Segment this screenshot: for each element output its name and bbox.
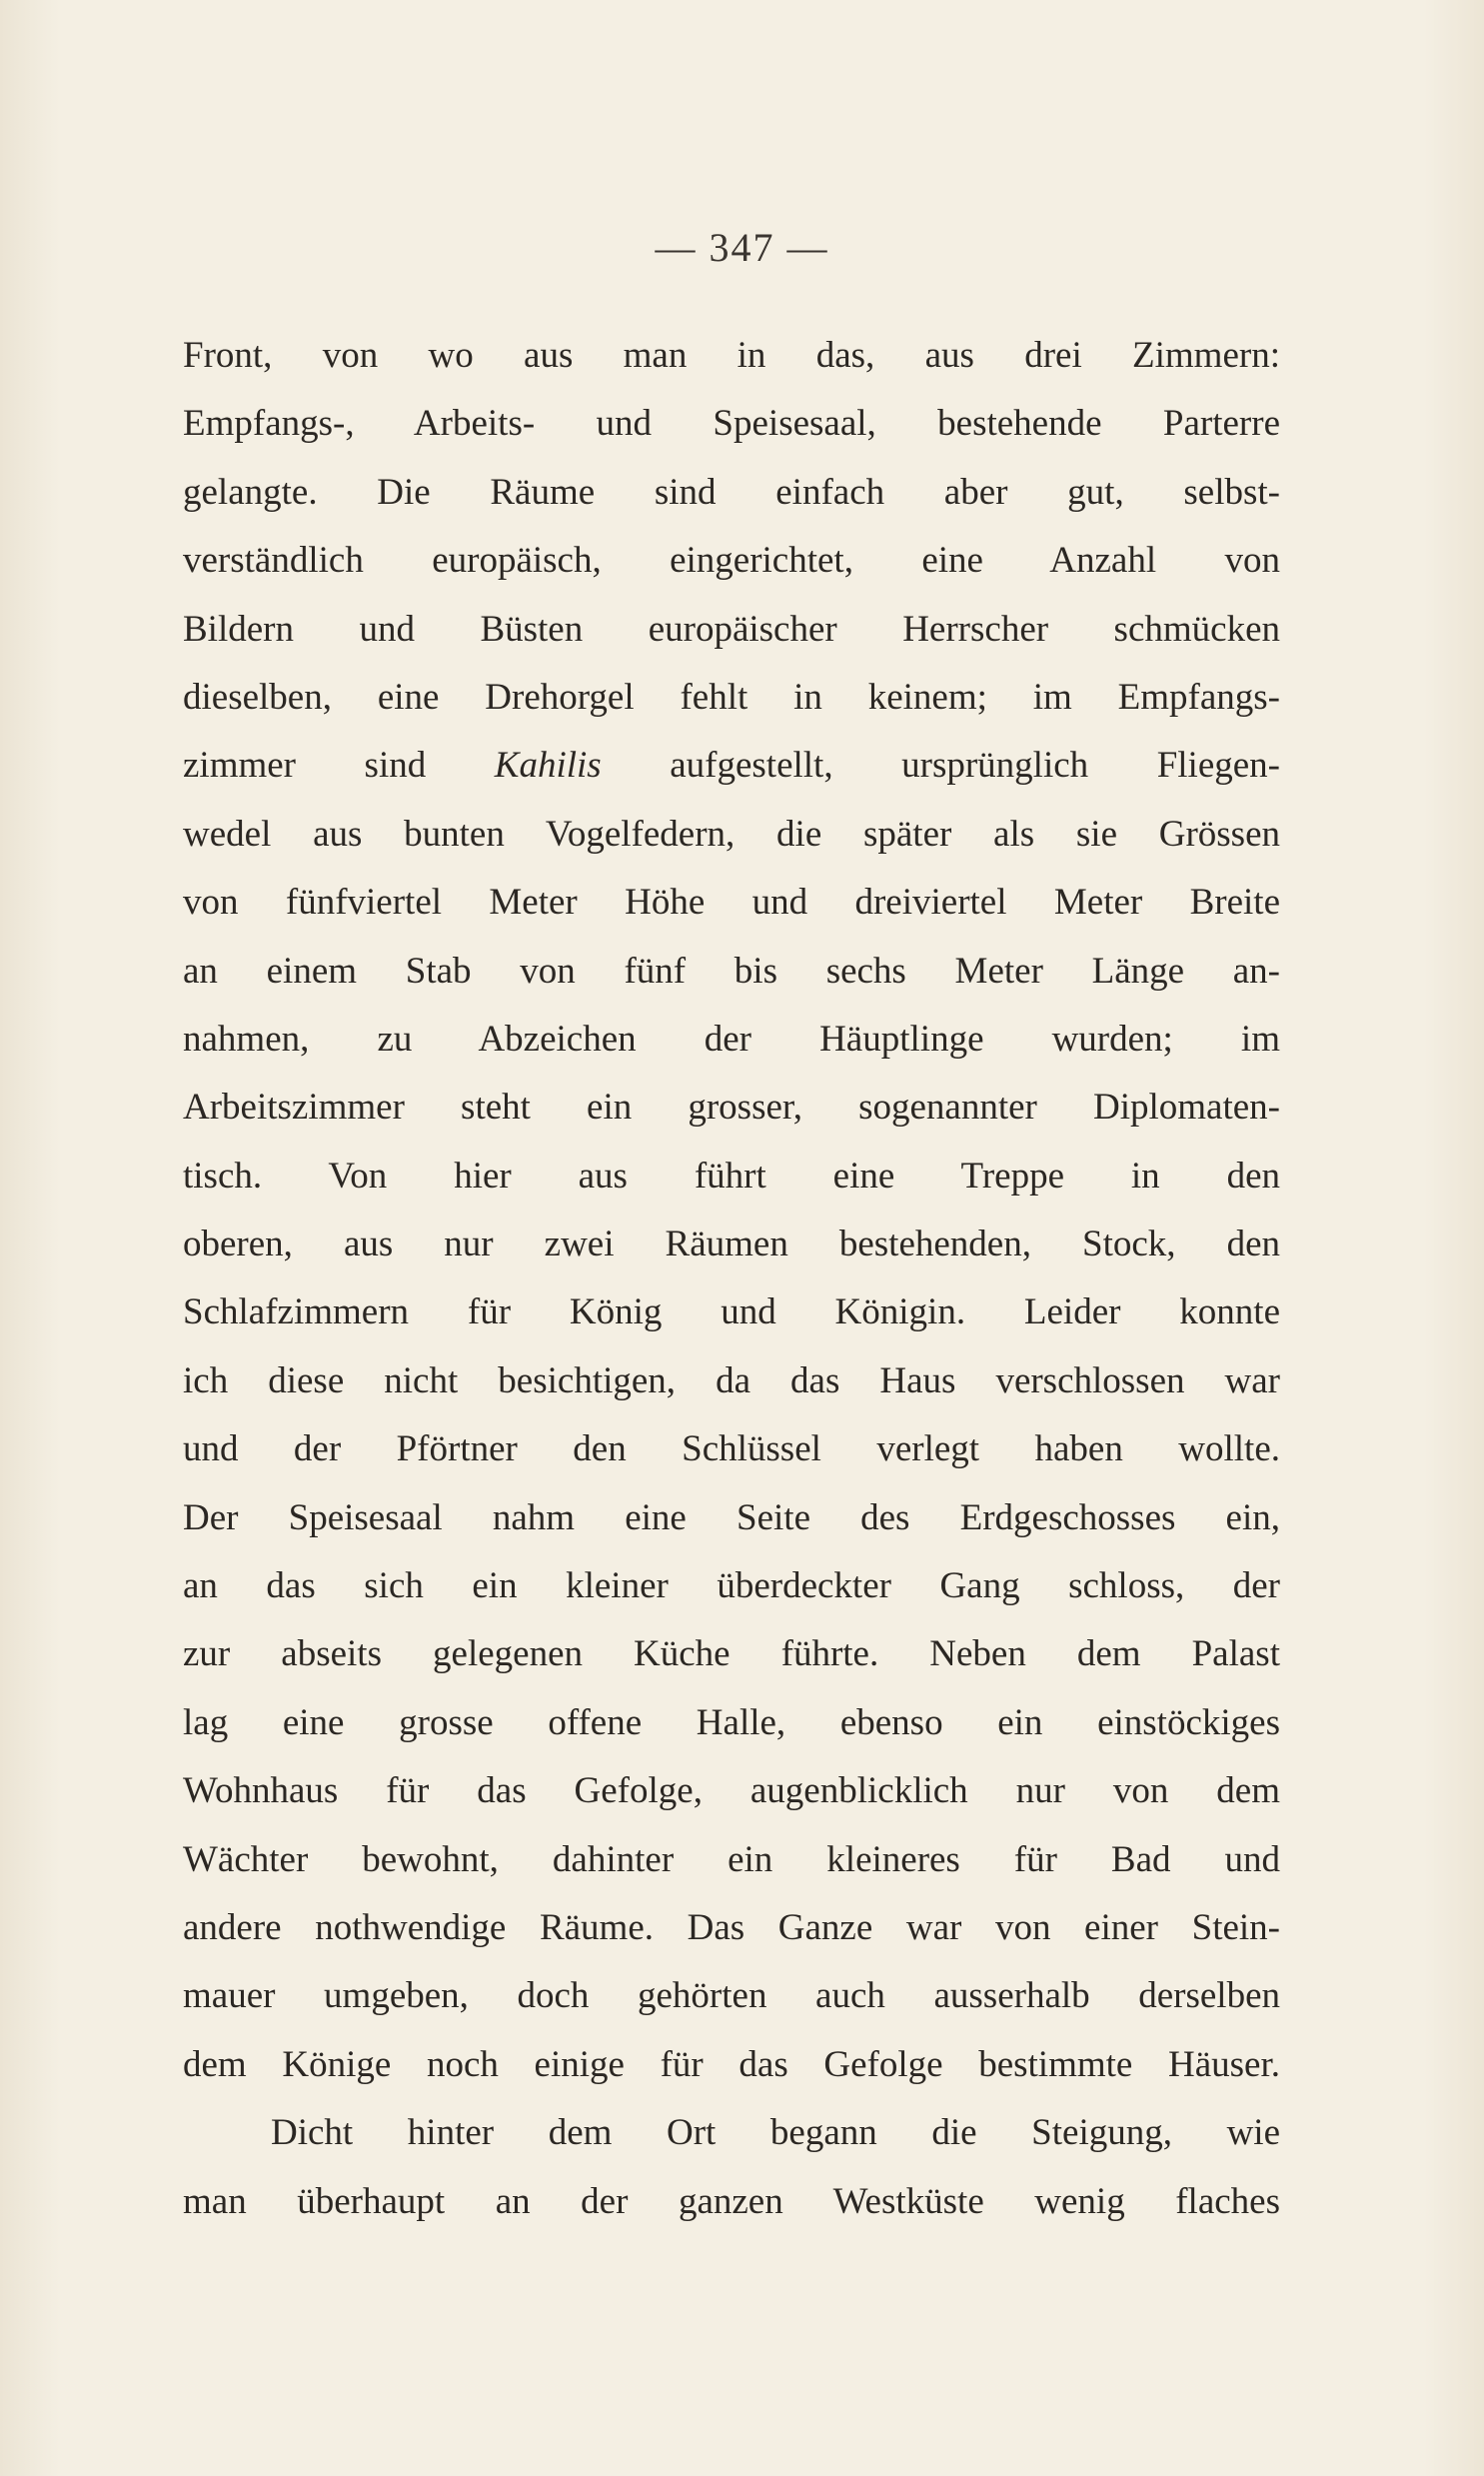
text-line: Schlafzimmern für König und Königin. Leider konnte	[183, 1291, 1280, 1333]
text-segment: zimmer sind	[183, 745, 495, 787]
text-line: gelangte. Die Räume sind einfach aber gut, selbst-	[183, 471, 1280, 513]
text-line: man überhaupt an der ganzen Westküste wenig flaches	[183, 2180, 1280, 2222]
text-line: zur abseits gelegenen Küche führte. Neben dem Palast	[183, 1633, 1280, 1675]
text-line: Der Speisesaal nahm eine Seite des Erdgeschosses ein,	[183, 1496, 1280, 1538]
text-line: dem Könige noch einige für das Gefolge bestimmte Häuser.	[183, 2043, 1280, 2085]
text-line: Arbeitszimmer steht ein grosser, sogenannter Diplomaten-	[183, 1087, 1280, 1129]
paragraph-start-line: Dicht hinter dem Ort begann die Steigung, wie	[271, 2112, 1280, 2154]
text-line: Wächter bewohnt, dahinter ein kleineres für Bad und	[183, 1838, 1280, 1880]
body-text	[183, 322, 1280, 2236]
text-line: lag eine grosse offene Halle, ebenso ein einstöckiges	[183, 1701, 1280, 1743]
text-line: wedel aus bunten Vogelfedern, die später als sie Grössen	[183, 813, 1280, 855]
text-line: an einem Stab von fünf bis sechs Meter Länge an-	[183, 950, 1280, 992]
italic-term: Kahilis	[494, 745, 602, 787]
text-line: an das sich ein kleiner überdeckter Gang schloss, der	[183, 1565, 1280, 1607]
text-line: ich diese nicht besichtigen, da das Haus verschlossen war	[183, 1359, 1280, 1401]
text-line: Wohnhaus für das Gefolge, augenblicklich nur von dem	[183, 1770, 1280, 1812]
text-line: Front, von wo aus man in das, aus drei Zimmern:	[183, 335, 1280, 376]
text-line: oberen, aus nur zwei Räumen bestehenden, Stock, den	[183, 1224, 1280, 1265]
text-line: nahmen, zu Abzeichen der Häuptlinge wurden; im	[183, 1018, 1280, 1060]
text-line: dieselben, eine Drehorgel fehlt in keinem; im Empfangs-	[183, 676, 1280, 718]
text-line: Bildern und Büsten europäischer Herrscher schmücken	[183, 608, 1280, 650]
text-line: verständlich europäisch, eingerichtet, eine Anzahl von	[183, 540, 1280, 582]
text-line: andere nothwendige Räume. Das Ganze war von einer Stein-	[183, 1906, 1280, 1948]
text-line: und der Pförtner den Schlüssel verlegt haben wollte.	[183, 1428, 1280, 1470]
text-line: Empfangs-, Arbeits- und Speisesaal, bestehende Parterre	[183, 403, 1280, 445]
text-segment: aufgestellt, ursprünglich Fliegen-	[601, 745, 1280, 787]
text-line: von fünfviertel Meter Höhe und dreiviertel Meter Breite	[183, 882, 1280, 924]
text-line: mauer umgeben, doch gehörten auch ausserhalb derselben	[183, 1975, 1280, 2017]
text-line: tisch. Von hier aus führt eine Treppe in den	[183, 1155, 1280, 1197]
text-line-with-italic	[183, 732, 1280, 800]
page-number: — 347 —	[655, 225, 829, 270]
